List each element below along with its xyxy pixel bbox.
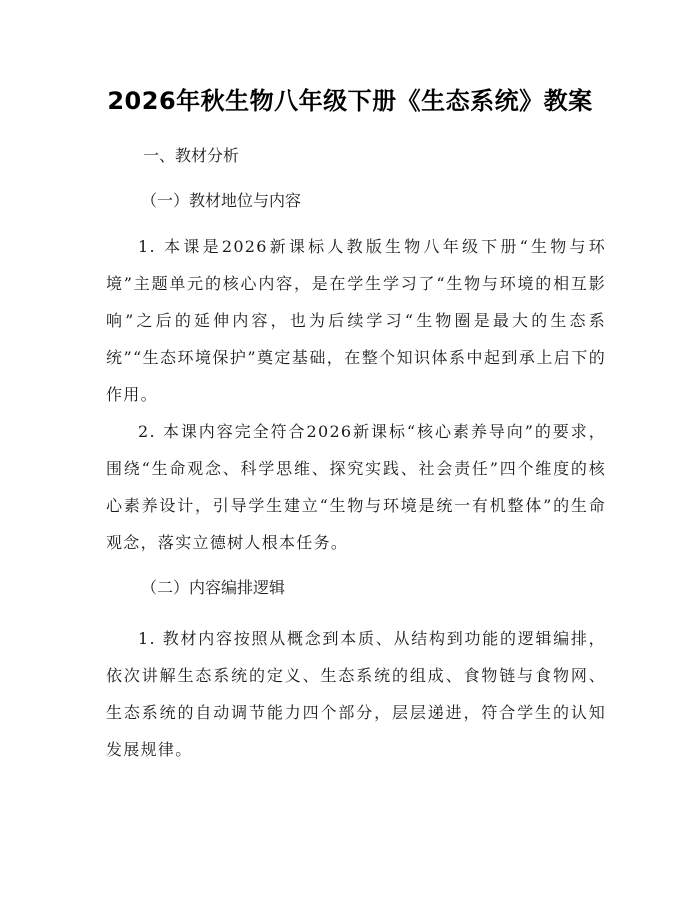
- paragraph-2: 2. 本课内容完全符合2026新课标“核心素养导向”的要求，围绕“生命观念、科学思维、探究实践、社会责任”四个维度的核心素养设计，引导学生建立“生物与环境是统一有机整体”的生命观念，落实立德树人根本任务。: [106, 422, 606, 552]
- paragraph-3: 1. 教材内容按照从概念到本质、从结构到功能的逻辑编排，依次讲解生态系统的定义、生态系统的组成、食物链与食物网、生态系统的自动调节能力四个部分，层层递进，符合学生的认知发展规律。: [106, 629, 606, 759]
- section-heading-teaching-material-analysis: 一、教材分析: [143, 146, 240, 165]
- subsection-heading-content-arrangement: （二）内容编排逻辑: [141, 578, 286, 597]
- paragraph-1: 1. 本课是2026新课标人教版生物八年级下册“生物与环境”主题单元的核心内容，是在学生学习了“生物与环境的相互影响”之后的延伸内容，也为后续学习“生物圈是最大的生态系统”“生态环境保护”奠定基础，在整个知识体系中起到承上启下的作用。: [106, 237, 606, 404]
- document-title: 2026年秋生物八年级下册《生态系统》教案: [107, 87, 593, 115]
- subsection-heading-material-position: （一）教材地位与内容: [141, 191, 302, 210]
